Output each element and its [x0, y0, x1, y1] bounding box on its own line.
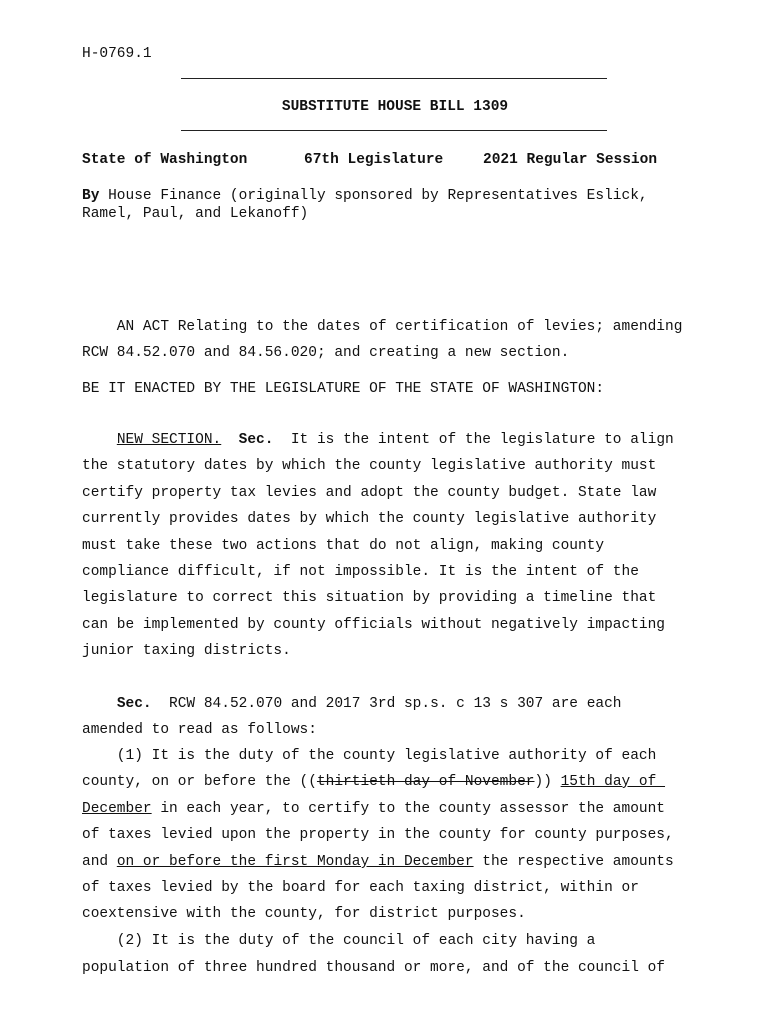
document-id: H-0769.1 — [82, 46, 152, 62]
header-session: 2021 Regular Session — [483, 152, 658, 168]
subsection-1-line-5: and on or before the first Monday in December the respective amounts — [82, 854, 674, 870]
subsection-1-line-4: of taxes levied upon the property in the county for county purposes, — [82, 827, 674, 843]
section1-line: junior taxing districts. — [82, 643, 291, 659]
section1-line: legislature to correct this situation by providing a timeline that — [82, 590, 657, 606]
section2-intro-line-1 — [82, 696, 622, 713]
section2-intro-text: RCW 84.52.070 and 2017 3rd sp.s. c 13 s 307 are each — [151, 696, 622, 712]
section1-line: currently provides dates by which the county legislative authority — [82, 511, 657, 527]
section2-sec-label: Sec. — [116, 696, 152, 712]
subsection-1-line-2: county, on or before the ((thirtieth day of November)) 15th day of — [82, 774, 666, 790]
new-section-label: NEW SECTION. — [116, 432, 222, 448]
inserted-text: on or before the first Monday in December — [116, 854, 474, 870]
section1-line-1 — [82, 432, 674, 449]
section1-line: must take these two actions that do not align, making county — [82, 538, 605, 554]
sponsor-text-1: House Finance (originally sponsored by Representatives Eslick, — [99, 188, 648, 204]
section1-line1-text: It is the intent of the legislature to align — [273, 432, 674, 448]
subsection-1-line-6: of taxes levied by the board for each taxing district, within or — [82, 880, 639, 896]
title-rule-top — [181, 78, 607, 79]
bill-title: SUBSTITUTE HOUSE BILL 1309 — [281, 99, 509, 115]
act-line-1: AN ACT Relating to the dates of certification of levies; amending — [82, 319, 683, 335]
header-state: State of Washington — [82, 152, 248, 168]
section2-intro-line-2: amended to read as follows: — [82, 722, 317, 738]
sponsor-by-label: By — [82, 188, 100, 204]
title-rule-bottom — [181, 130, 607, 131]
inserted-text: December — [82, 801, 152, 817]
enacting-clause: BE IT ENACTED BY THE LEGISLATURE OF THE STATE OF WASHINGTON: — [82, 381, 605, 397]
subsection-2-line-1: (2) It is the duty of the council of each city having a — [82, 933, 596, 949]
struck-text: thirtieth day of November — [316, 774, 535, 790]
section1-line: can be implemented by county officials without negatively impacting — [82, 617, 665, 633]
section1-line: compliance difficult, if not impossible. It is the intent of the — [82, 564, 639, 580]
subsection-1-line-7: coextensive with the county, for district purposes. — [82, 906, 526, 922]
inserted-text: 15th day of — [560, 774, 666, 790]
subsection-1-line-1: (1) It is the duty of the county legislative authority of each — [82, 748, 657, 764]
section1-line: the statutory dates by which the county legislative authority must — [82, 458, 657, 474]
act-line-2: RCW 84.52.070 and 84.56.020; and creating a new section. — [82, 345, 570, 361]
sponsor-line-1 — [82, 188, 648, 205]
section1-line: certify property tax levies and adopt the county budget. State law — [82, 485, 657, 501]
sponsor-line-2: Ramel, Paul, and Lekanoff) — [82, 206, 309, 222]
header-legislature: 67th Legislature — [304, 152, 444, 168]
subsection-1-line-3: December in each year, to certify to the county assessor the amount — [82, 801, 666, 817]
section1-sec-label: Sec. — [238, 432, 274, 448]
subsection-2-line-2: population of three hundred thousand or more, and of the council of — [82, 960, 665, 976]
